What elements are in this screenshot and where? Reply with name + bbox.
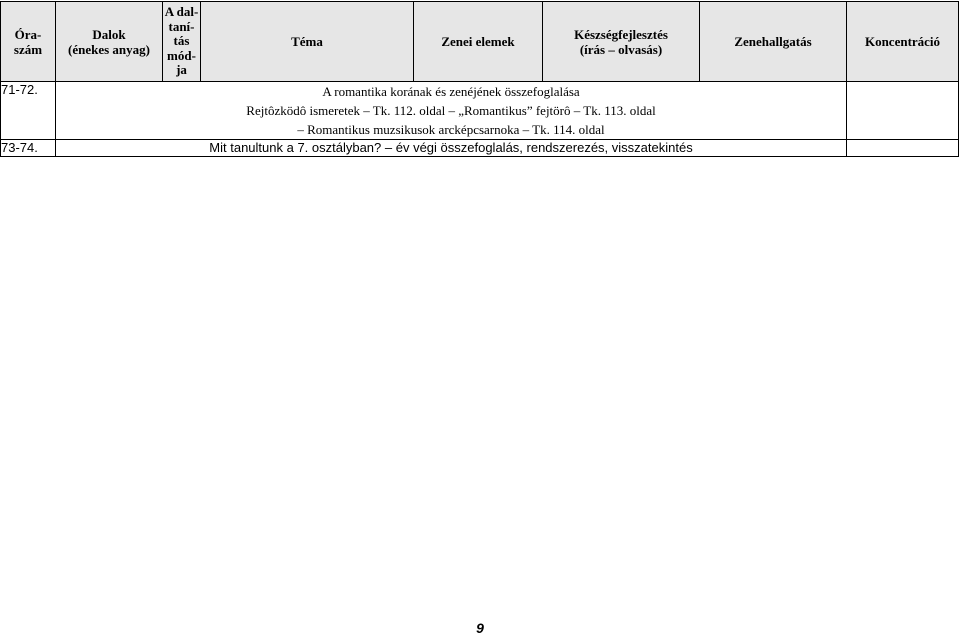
header-daltanitas: A dal- taní- tás mód- ja: [163, 2, 201, 82]
header-oraszam: Óra- szám: [1, 2, 56, 82]
curriculum-table: [0, 1, 959, 157]
header-koncentracio: Koncentráció: [847, 2, 959, 82]
table-row: [1, 140, 959, 157]
header-dalok: Dalok (énekes anyag): [56, 2, 163, 82]
row-number: 71-72.: [1, 82, 56, 140]
summary-line: Rejtôzködô ismeretek – Tk. 112. oldal – „Romantikus” fejtörô – Tk. 113. oldal: [246, 103, 656, 118]
empty-cell: [847, 140, 959, 157]
header-zenei-elemek: Zenei elemek: [414, 2, 543, 82]
table-row: [1, 82, 959, 140]
summary-title: A romantika korának és zenéjének összefoglalása: [322, 84, 580, 99]
empty-cell: [847, 82, 959, 140]
row-summary-content: [56, 82, 847, 140]
row-number: 73-74.: [1, 140, 56, 157]
page-number: 9: [476, 620, 484, 636]
summary-line: – Romantikus muzsikusok arcképcsarnoka – Tk. 114. oldal: [297, 122, 605, 137]
header-row: [1, 2, 959, 82]
header-keszsegfejlesztes: Készségfejlesztés (írás – olvasás): [543, 2, 700, 82]
header-zenehallgatas: Zenehallgatás: [700, 2, 847, 82]
header-tema: Téma: [201, 2, 414, 82]
row-review-content: [56, 140, 847, 157]
review-line: Mit tanultunk a 7. osztályban? – év végi összefoglalás, rendszerezés, visszatekintés: [209, 140, 693, 155]
